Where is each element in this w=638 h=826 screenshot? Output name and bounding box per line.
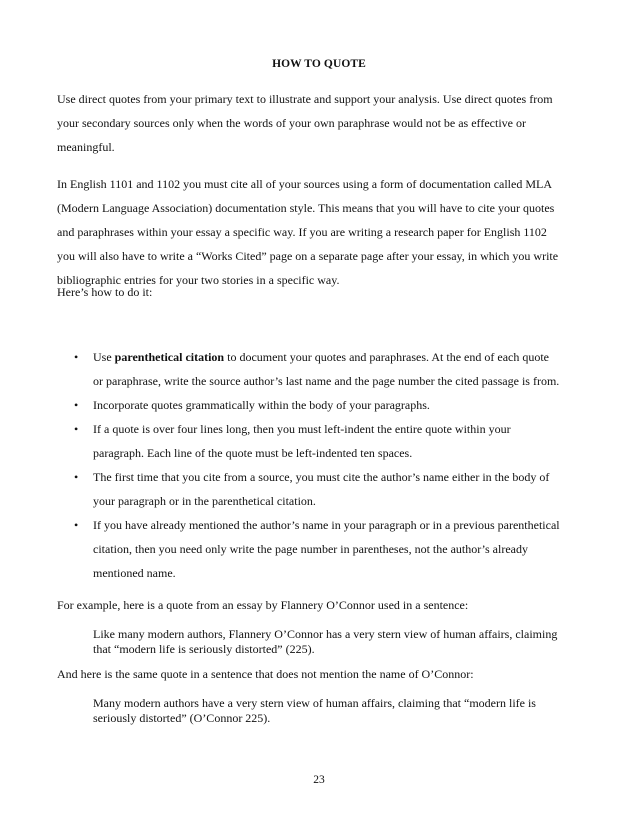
example2-intro: And here is the same quote in a sentence that does not mention the name of O’Connor: (57, 667, 474, 681)
bullet-line (93, 345, 607, 369)
bullet-text: to document your quotes and paraphrases. At the end of each quote (224, 350, 550, 364)
paragraph-direct-quotes (57, 87, 597, 159)
paragraph-line: bibliographic entries for your two stories in a specific way. (57, 273, 340, 287)
bullet-line: If a quote is over four lines long, then you must left-indent the entire quote within your (93, 422, 511, 436)
paragraph-line: your secondary sources only when the words of your own paraphrase would not be as effective or (57, 116, 526, 130)
block-quote-2 (93, 696, 593, 726)
block-quote-1 (93, 627, 593, 657)
list-item (57, 513, 607, 585)
bullet-line: paragraph. Each line of the quote must be left-indented ten spaces. (93, 446, 413, 460)
list-item (57, 417, 607, 465)
bullet-icon: • (74, 398, 79, 412)
list-item (57, 465, 607, 513)
quote-line: that “modern life is seriously distorted” (225). (93, 642, 315, 656)
paragraph-line: Use direct quotes from your primary text to illustrate and support your analysis. Use direct quotes from (57, 92, 553, 106)
bullet-line: citation, then you need only write the page number in parentheses, not the author’s already (93, 542, 528, 556)
quote-line: Like many modern authors, Flannery O’Connor has a very stern view of human affairs, claiming (93, 627, 558, 641)
quote-line: seriously distorted” (O’Connor 225). (93, 711, 271, 725)
paragraph-line: meaningful. (57, 140, 115, 154)
bullet-icon: • (74, 470, 79, 484)
page-title: HOW TO QUOTE (272, 58, 366, 70)
bullet-icon: • (74, 422, 79, 436)
paragraph-mla (57, 172, 597, 292)
bullet-line: your paragraph or in the parenthetical citation. (93, 494, 316, 508)
bullet-icon: • (74, 518, 79, 532)
bullet-list (57, 345, 607, 585)
list-item (57, 345, 607, 393)
paragraph-line: In English 1101 and 1102 you must cite all of your sources using a form of documentation called MLA (57, 177, 553, 191)
paragraph-how-to: Here’s how to do it: (57, 285, 153, 299)
bullet-line: If you have already mentioned the author’s name in your paragraph or in a previous parenthetical (93, 518, 560, 532)
bold-term: parenthetical citation (114, 350, 225, 364)
bullet-line: The first time that you cite from a source, you must cite the author’s name either in the body of (93, 470, 550, 484)
bullet-text: Use (93, 350, 115, 364)
example1-intro: For example, here is a quote from an essay by Flannery O’Connor used in a sentence: (57, 598, 469, 612)
quote-line: Many modern authors have a very stern view of human affairs, claiming that “modern life is (93, 696, 536, 710)
page-number: 23 (313, 774, 325, 786)
bullet-line: mentioned name. (93, 566, 176, 580)
bullet-line: Incorporate quotes grammatically within the body of your paragraphs. (93, 398, 430, 412)
bullet-line: or paraphrase, write the source author’s last name and the page number the cited passage is from. (93, 374, 560, 388)
paragraph-line: you will also have to write a “Works Cited” page on a separate page after your essay, in which you write (57, 249, 559, 263)
list-item (57, 393, 607, 417)
paragraph-line: and paraphrases within your essay a specific way. If you are writing a research paper for English 1102 (57, 225, 547, 239)
bullet-icon: • (74, 350, 79, 364)
paragraph-line: (Modern Language Association) documentation style. This means that you will have to cite your quotes (57, 201, 555, 215)
